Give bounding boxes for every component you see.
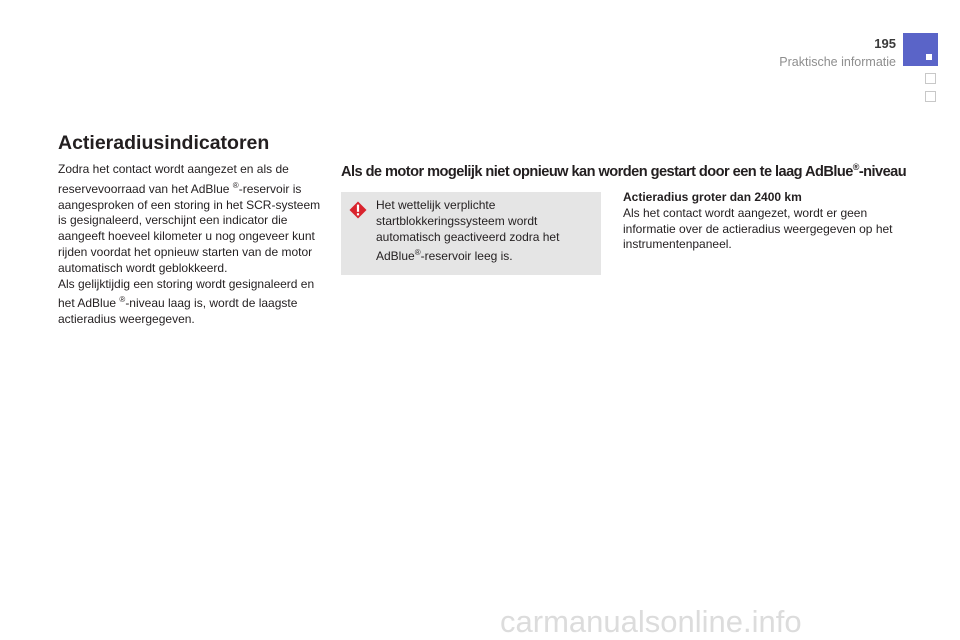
range-info-text: Als het contact wordt aangezet, wordt er geen informatie over de actieradius weergegeven op het instrumentenpaneel.: [623, 205, 893, 252]
intro-paragraph-1: [58, 162, 328, 277]
registered-mark: ®: [232, 180, 239, 190]
subheading-text: -niveau: [858, 163, 907, 180]
page-title: Actieradiusindicatoren: [58, 132, 270, 154]
chapter-tab-following[interactable]: [925, 91, 936, 102]
watermark: carmanualsonline.info: [500, 604, 802, 639]
intro-text: Zodra het contact wordt aangezet en als de reservevoorraad van het AdBlue: [58, 162, 289, 196]
warning-box: [341, 192, 601, 275]
warning-text-part: -reservoir leeg is.: [420, 249, 513, 264]
subheading-text: Als de motor mogelijk niet opnieuw kan worden gestart door een te laag AdBlue: [341, 163, 853, 180]
intro-text: -reservoir is aangesproken of een storing in het SCR-systeem is gesignaleerd, verschijnt een indicator die aangeeft hoeveel kilometer u nog ongeveer kunt rijden voordat het opnieuw starten van de motor automatisch wordt geblokkeerd.: [58, 181, 321, 275]
range-info-column: [623, 190, 898, 253]
section-subheading: [341, 162, 906, 180]
section-label: Praktische informatie: [779, 55, 896, 69]
intro-paragraph-2: [58, 277, 328, 328]
intro-text: -niveau laag is, wordt de laagste actieradius weergegeven.: [58, 296, 298, 327]
registered-mark: ®: [119, 295, 126, 305]
range-info-title: Actieradius groter dan 2400 km: [623, 190, 802, 204]
intro-column: [58, 162, 328, 328]
tab-marker-icon: [926, 54, 932, 60]
warning-text-part: Het wettelijk verplichte startblokkeringssysteem wordt automatisch geactiveerd zodra het AdBlue: [376, 198, 560, 264]
intro-text: Als gelijktijdig een storing wordt gesignaleerd en het AdBlue: [58, 276, 315, 311]
chapter-tab-next[interactable]: [925, 73, 936, 84]
warning-exclamation-icon: [349, 201, 367, 224]
registered-mark: ®: [852, 162, 859, 172]
registered-mark: ®: [414, 248, 421, 258]
page-number: 195: [874, 36, 896, 51]
warning-text: [376, 198, 591, 265]
chapter-tab-active[interactable]: [903, 33, 938, 66]
